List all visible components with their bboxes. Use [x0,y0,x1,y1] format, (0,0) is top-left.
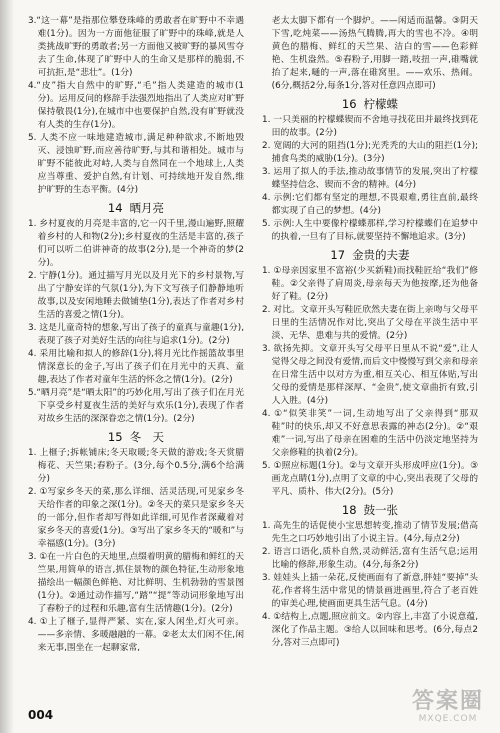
section-header [262,96,478,112]
answer-item-continued: 老太太脚下都有一个脚炉。——闲适而温馨。③阴天下雪,吃炖菜——汤热气腾腾,再大的雪也不冷。④明黄色的腊梅、鲜红的天竺果、洁白的雪——色彩鲜艳、生机盎然。⑤舂粉子,用脚一踏,吱扭一声,碓嘴就抬了起来,嗵的一声,落在碓窝里。——欢乐、热闹。(6分,概括2分,每条1分,答对任意四点即可) [271,16,478,91]
section-title: 鼓一张 [363,503,399,517]
answer-item: 3. ①在一片白色的天地里,点缀着明黄的腊梅和鲜红的天竺果,用简单的语言,抓住景物的颜色特征,生动形象地描绘出一幅颜色鲜艳、对比鲜明、生机勃勃的雪景图(1分)。②通过动作描写,“踏”“提”等动词形象地写出了舂粉子的过程和乐趣,富有生活情趣(1分)。(2分) [28,552,244,614]
answer-item: 1. 高先生的话促使小宝思想转变,推动了情节发展;借高先生之口巧妙地引出了小说主旨。(4分,每点2分) [262,521,478,544]
answer-item: 4.“皮”指大自然中的旷野,“毛”指人类建造的城市(1分)。运用反问的修辞手法强烈地指出了人类应对旷野保持敬畏(1分),在城市中也要保护自然,没有旷野就没有人类的生存(1分)。 [28,81,244,130]
section-number: 17 [330,248,346,262]
section-title: 柠檬蝶 [363,97,399,111]
answer-item: 3. 娃娃头上插一朵花,反使画面有了新意,胖娃“要掉”头花,作者将生活中常见的情景画进画里,符合了老百姓的审美心理,使画面更具生活气息。(4分) [262,573,478,609]
watermark-site-text: MXQE.COM [418,714,478,724]
answer-item: 3. 这是儿童奇特的想象,写出了孩子的童真与童趣(1分),表现了孩子对美好生活的向往与追求(1分)。(2分) [28,323,244,346]
section-title: 冬 天 [129,430,165,444]
answer-item: 1. 上榧子;拆帐铺床;冬天取暖;冬天做的游戏;冬天赏腊梅花、天竺果;舂粉子。(3分,每个0.5分,满6个给满分) [28,448,244,484]
watermark-logo-text: 答案圈 [411,689,484,714]
answer-item: 2. 宁静(1分)。通过描写月光以及月光下的乡村景物,写出了宁静安详的气氛(1分),为下文写孩子们静静地听故事,以及安闲地睡去做铺垫(1分),表达了作者对乡村生活的喜爱之情(1分)。 [28,271,244,320]
answer-item: 1. 乡村夏夜的月亮是丰富的,它一闪千里,漫山遍野,照耀着乡村的人和物(2分);乡村夏夜的生活是丰富的,孩子们可以听二伯讲神奇的故事(2分),是一个神奇的梦(2分)。 [28,219,244,268]
answer-item: 4. ①上了榧子,显得严紧、实在,家人闲坐,灯火可亲。——多亲情、多暖融融的一幕。②老太太们闲不住,闲来无事,围坐在一起聊家常, [28,617,244,653]
section-header [28,429,244,445]
watermark-logo [412,690,484,725]
answer-item: 2. 语言口语化,质朴自然,灵动鲜活,富有生活气息;运用比喻的修辞,形象生动。(4分,每条2分) [262,547,478,570]
section-number: 14 [107,201,123,215]
answer-item: 3. 运用了拟人的手法,推动故事情节的发展,突出了柠檬蝶坚持信念、锲而不舍的精神。(4分) [262,167,478,190]
section-header [262,247,478,263]
section-header [28,200,244,216]
answer-item: 1. 一只美丽的柠檬蝶锲而不舍地寻找花田并最终找到花田的故事。(2分) [262,115,478,138]
answer-item: 3. 欲扬先抑。文章开头写父母平日里从不说“爱”,让人觉得父母之间没有爱情,而后文中慢慢写到父亲和母亲在日常生活中以对方为重,相互关心、相互体贴,写出父母的爱情是那样深厚、“金贵”,使文章曲折有致,引人入胜。(4分) [262,344,478,406]
answer-item: 2. 对比。文章开头写鞋匠欣然夫妻在街上亲吻与父母平日里的生活情况作对比,突出了父母在平淡生活中平淡、无华、患难与共的爱情。(2分) [262,305,478,341]
answer-item: 1. ①母亲因家里不富裕(少买新鞋)而找鞋匠给“我们”修鞋。②父亲得了肩周炎,母亲每天为他按摩,还为他备好了鞋。(2分) [262,266,478,302]
scan-shadow-edge [0,0,14,733]
answer-item: 2. ①写家乡冬天的菜,那么详细、活灵活现,可见家乡冬天给作者的印象之深(1分)。②冬天的菜只是家乡冬天的一部分,但作者却写得如此详细,可见作者深藏着对家乡冬天的喜爱(1分)。③写出了家乡冬天的“暖和”与幸福感(1分)。(3分) [28,487,244,549]
answer-item: 3.“这一幕”是指那位攀登珠峰的勇敢者在旷野中不幸遇难(1分)。因为一方面他征服了旷野中的珠峰,就是人类挑战旷野的勇敢者;另一方面他又被旷野的暴风雪夺去了生命,体现了旷野中人的生命又是那样的脆弱,不可抗拒,是“悲壮”。(1分) [28,16,244,78]
answer-item: 2. 宽阔的大河的阻挡(1分);光秃秃的大山的阻拦(1分);捕食鸟类的威胁(1分)。(3分) [262,141,478,164]
answer-item: 5. ①照应标题(1分)。②与文章开头形成呼应(1分)。③画龙点睛(1分),点明了文章的中心,突出表现了父母的平凡、质朴、伟大(2分)。(5分) [262,461,478,497]
page-number: 004 [28,708,54,722]
section-number: 18 [341,503,357,517]
left-column [28,15,244,655]
answer-item: 4. 示例:它们都有坚定的理想,不畏艰难,勇往直前,最终都实现了自己的梦想。(4分) [262,193,478,216]
section-number: 15 [107,430,123,444]
answer-item: 4. ①结构上,点题,照应前文。②内容上,丰富了小说意蕴,深化了作品主题。③给人以回味和思考。(6分,每点2分,答对三点即可) [262,612,478,648]
section-number: 16 [341,97,357,111]
answer-item: 5.“晒月亮”是“晒太阳”的巧妙化用,写出了孩子们在月光下享受乡村夏夜生活的美好与欢乐(1分),表现了作者对故乡生活的深深眷恋之情(1分)。(2分) [28,388,244,424]
answer-item: 4. ①“似笑非笑”一词,生动地写出了父亲得到“那双鞋”时的快乐,却又不好意思表露的神态(2分)。②“艰难”一词,写出了母亲在困难的生活中仍淡定地坚持为父亲修鞋的执着(2分)。 [262,409,478,458]
answer-item: 5. 人类不应一味地建造城市,满足种种欲求,不断地毁灭、浸蚀旷野,而应善待旷野,与其和谐相处。城市与旷野不能彼此对峙,人类与自然同在一个地球上,人类应当尊重、爱护自然,有计划、可持续地开发自然,维护旷野的生态平衡。(4分) [28,133,244,195]
section-header [262,502,478,518]
answer-item: 4. 采用比喻和拟人的修辞(1分),将月光比作摇篮故事里情深意长的金子,写出了孩子们在月光中的天真、童趣,表达了作者对童年生活的怀念之情(1分)。(2分) [28,349,244,385]
section-title: 晒月亮 [129,201,165,215]
answer-item: 5. 示例:人生中要像柠檬蝶那样,学习柠檬蝶们在追梦中的执着,一旦有了目标,就要坚持不懈地追求。(3分) [262,219,478,242]
section-title: 金贵的夫妻 [352,248,410,262]
right-column [262,15,478,650]
